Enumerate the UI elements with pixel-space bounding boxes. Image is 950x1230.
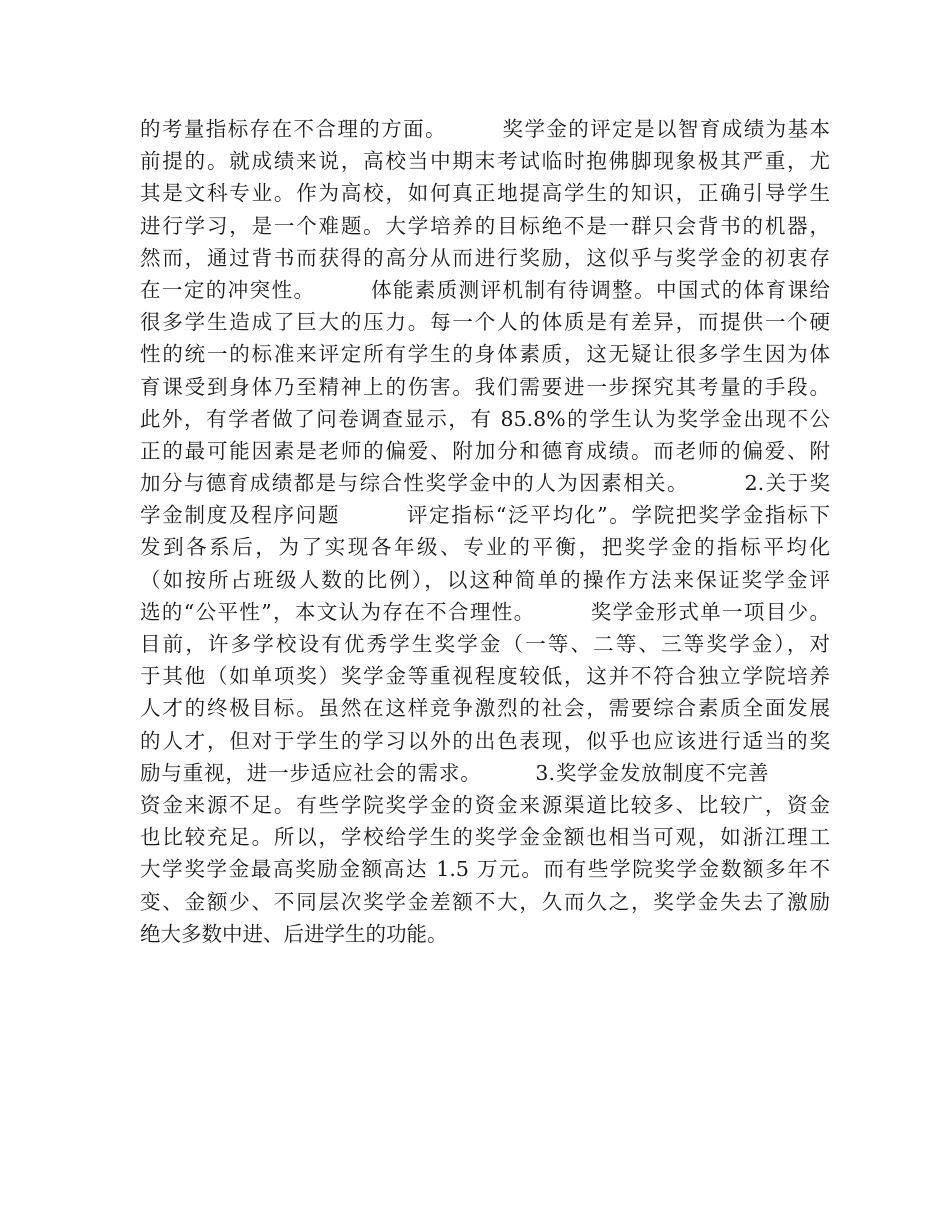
text-line: 选的“公平性”，本文认为存在不合理性。 奖学金形式单一项目少。 — [140, 599, 830, 624]
text-line: 资金来源不足。有些学院奖学金的资金来源渠道比较多、比较广，资金 — [140, 792, 830, 817]
text-line: 育课受到身体乃至精神上的伤害。我们需要进一步探究其考量的手段。 — [140, 374, 830, 399]
text-line: 性的统一的标准来评定所有学生的身体素质，这无疑让很多学生因为体 — [140, 342, 830, 367]
text-line: 人才的终极目标。虽然在这样竞争激烈的社会，需要综合素质全面发展 — [140, 696, 830, 721]
text-line: 目前，许多学校设有优秀学生奖学金（一等、二等、三等奖学金），对 — [140, 632, 830, 656]
text-line: 进行学习，是一个难题。大学培养的目标绝不是一群只会背书的机器， — [140, 213, 830, 238]
text-line: 很多学生造成了巨大的压力。每一个人的体质是有差异，而提供一个硬 — [140, 310, 830, 335]
text-line: 其是文科专业。作为高校，如何真正地提高学生的知识，正确引导学生 — [140, 181, 830, 206]
text-line: 的人才，但对于学生的学习以外的出色表现，似乎也应该进行适当的奖 — [140, 728, 830, 753]
body-text — [140, 113, 830, 950]
text-line: 在一定的冲突性。 体能素质测评机制有待调整。中国式的体育课给 — [140, 277, 830, 302]
text-line: 大学奖学金最高奖励金额高达 1.5 万元。而有些学院奖学金数额多年不 — [140, 857, 830, 882]
text-line: 正的最可能因素是老师的偏爱、附加分和德育成绩。而老师的偏爱、附 — [140, 438, 830, 463]
text-line: 前提的。就成绩来说，高校当中期末考试临时抱佛脚现象极其严重，尤 — [140, 149, 830, 174]
text-line: 绝大多数中进、后进学生的功能。 — [140, 921, 448, 946]
text-line: 励与重视，进一步适应社会的需求。 3.奖学金发放制度不完善 — [140, 760, 830, 785]
text-line: 加分与德育成绩都是与综合性奖学金中的人为因素相关。 2.关于奖 — [140, 471, 830, 496]
text-line: 发到各系后，为了实现各年级、专业的平衡，把奖学金的指标平均化 — [140, 535, 830, 560]
text-line: （如按所占班级人数的比例），以这种简单的操作方法来保证奖学金评 — [140, 567, 830, 592]
text-line: 然而，通过背书而获得的高分从而进行奖励，这似乎与奖学金的初衷存 — [140, 245, 830, 270]
text-line: 也比较充足。所以，学校给学生的奖学金金额也相当可观，如浙江理工 — [140, 825, 830, 850]
text-line: 变、金额少、不同层次奖学金差额不大，久而久之，奖学金失去了激励 — [140, 889, 830, 914]
text-line: 学金制度及程序问题 评定指标“泛平均化”。学院把奖学金指标下 — [140, 503, 830, 528]
text-line: 的考量指标存在不合理的方面。 奖学金的评定是以智育成绩为基本 — [140, 117, 830, 141]
text-line: 于其他（如单项奖）奖学金等重视程度较低，这并不符合独立学院培养 — [140, 664, 830, 689]
text-line: 此外，有学者做了问卷调查显示，有 85.8%的学生认为奖学金出现不公 — [140, 406, 830, 431]
